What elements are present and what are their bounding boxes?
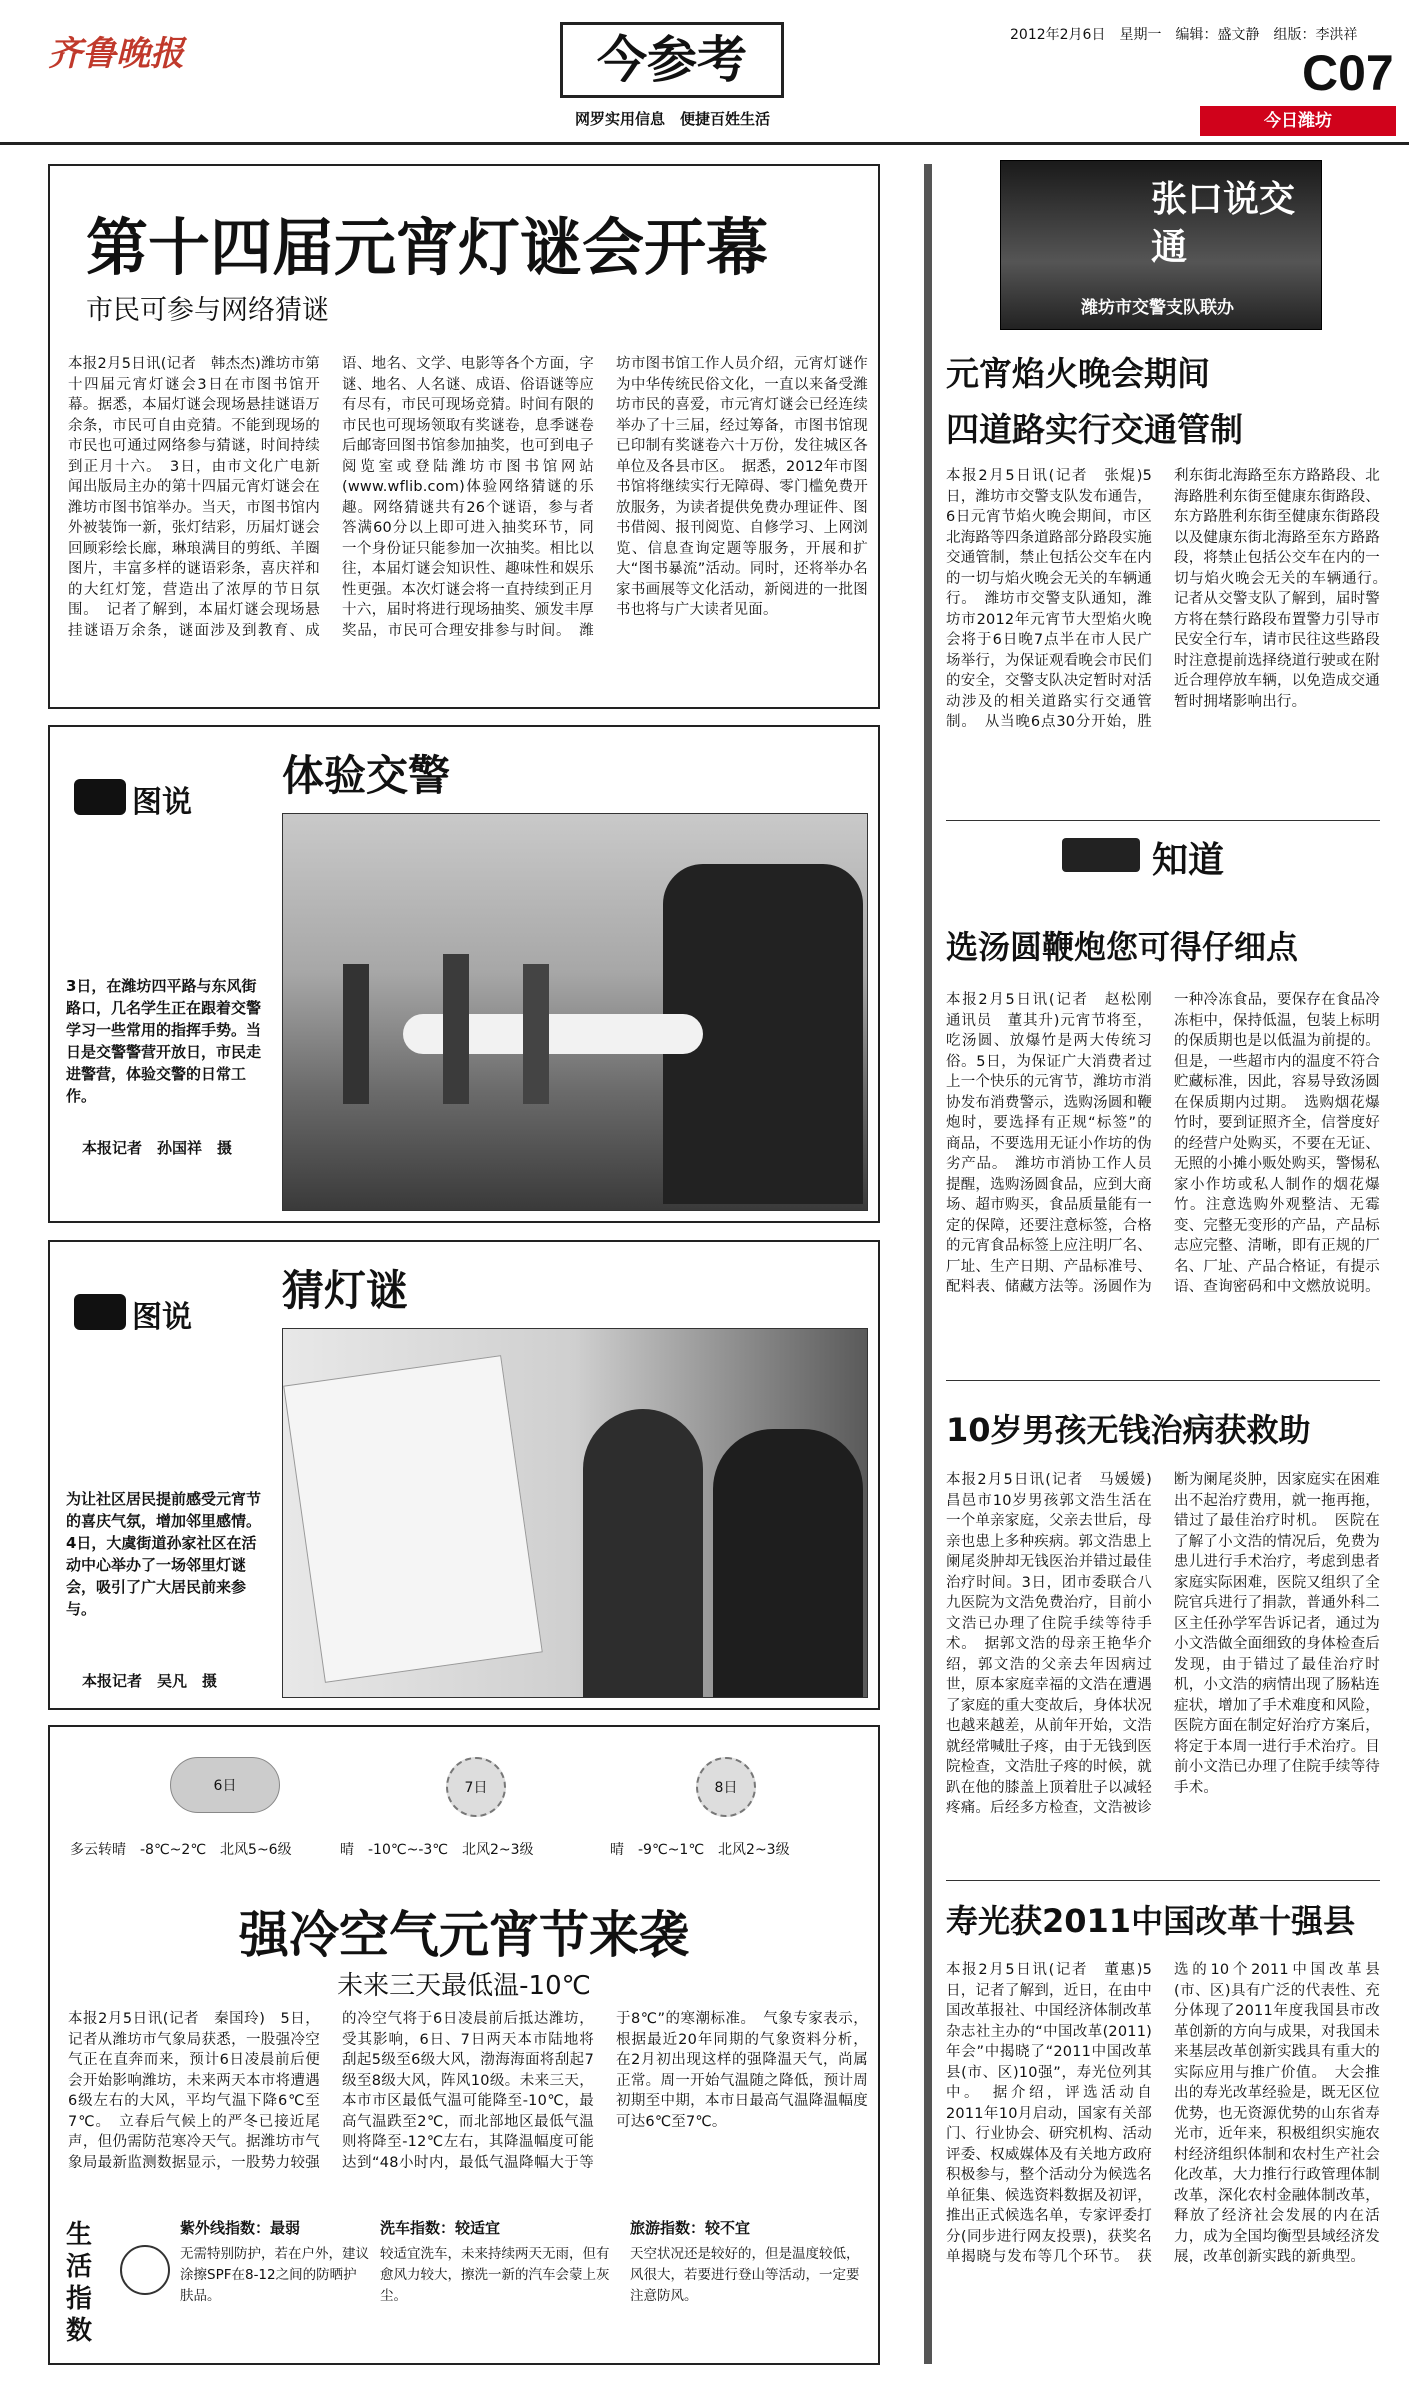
carwash-index-desc: 较适宜洗车，未来持续两天无雨，但有愈风力较大，擦洗一新的汽车会蒙上灰尘。 (380, 2246, 610, 2304)
shouguang-divider (946, 1880, 1380, 1881)
date-editor-line: 2012年2月6日 星期一 编辑：盛文静 组版：李洪祥 (1010, 27, 1358, 43)
zhidao-title: 选汤圆鞭炮您可得仔细点 (946, 928, 1299, 966)
travel-index-desc: 天空状况还是较好的，但是温度较低，风很大，若要进行登山等活动，一定要注意防风。 (630, 2246, 860, 2304)
newspaper-logo: 齐鲁晚报 (48, 34, 184, 74)
weather-day2-text: 晴 -10℃~-3℃ 北风2~3级 (340, 1842, 534, 1858)
carwash-index-title: 洗车指数：较适宜 (380, 2219, 501, 2237)
photo-feature-traffic (48, 725, 880, 1223)
traffic-banner (1000, 160, 1322, 330)
header-rule (0, 142, 1409, 145)
section-masthead: 今参考 (560, 22, 784, 98)
page-number: C07 (1302, 45, 1394, 101)
column-divider (924, 164, 932, 2364)
photo1-tag: 图说 (132, 785, 192, 820)
weather-day2 (340, 1757, 600, 1859)
traffic-banner-sub: 潍坊市交警支队联办 (1081, 298, 1234, 318)
shouguang-body: 本报2月5日讯(记者 董惠)5日，记者了解到，近日，在由中国改革报社、中国经济体制改革杂志社主办的“中国改革(2011)年会”中揭晓了“2011中国改革县(市、区)10强”，寿光位列其中。 据介绍，评选活动自2011年10月启动，国家有关部门、行业协会、研究机构、活动评委、权威媒体及有关地方政府积极参与，整个活动分为候选名单征集、候选资料数据及初评，推出正式候选名单，专家评委打分(同步进行网友投票)，获奖名单揭晓与发布等几个环节。 获选的10个2011中国改革县(市、区)具有广泛的代表性、充分体现了2011年度我国县市改革创新的方向与成果，对我国未来基层改革创新实践具有重大的实际应用与推广价值。 大会推出的寿光改革经验是，既无区位优势，也无资源优势的山东省寿光市，近年来，积极组织实施农村经济组织体制和农村生产社会化改革，大力推行行政管理体制改革，深化农村金融体制改革，释放了经济社会发展的内在活力，成为全国均衡型县域经济发展，改革创新实践的新典型。 (946, 1962, 1380, 2265)
life-index-3 (630, 2217, 870, 2307)
traffic-title-1: 元宵焰火晚会期间 (946, 354, 1210, 393)
zhidao-label: 知道 (1152, 839, 1225, 881)
weather-day3 (610, 1757, 870, 1859)
lantern-body: 本报2月5日讯(记者 韩杰杰)潍坊市第十四届元宵灯谜会3日在市图书馆开幕。据悉，本届灯谜会现场悬挂谜语万余条，市民可自由竞猜。不能到现场的市民也可通过网络参与猜谜，时间持续到正月十六。 3日，由市文化广电新闻出版局主办的第十四届元宵灯谜会在潍坊市图书馆举办。当天，市图书馆内外被装饰一新，张灯结彩，历届灯谜会回顾彩绘长廊，琳琅满目的剪纸、羊圈图片，丰富多样的谜语彩条，喜庆祥和的大红灯笼，营造出了浓厚的节日氛围。 记者了解到，本届灯谜会现场悬挂谜语万余条，谜面涉及到教育、成语、地名、文学、电影等各个方面，字谜、地名、人名谜、成语、俗语谜等应有尽有，市民可现场竞猜。时间有限的市民也可现场领取有奖谜卷，息季谜卷后邮寄回图书馆参加抽奖，也可到电子阅览室或登陆潍坊市图书馆网站(www.wflib.com)体验网络猜谜的乐趣。网络猜谜共有26个谜语，参与者答满60分以上即可进入抽奖环节，同一个身份证只能参加一次抽奖。相比以往，本届灯谜会知识性、趣味性和娱乐性更强。本次灯谜会将一直持续到正月十六，届时将进行现场抽奖、颁发丰厚奖品，市民可合理安排参与时间。 潍坊市图书馆工作人员介绍，元宵灯谜作为中华传统民俗文化，一直以来备受潍坊市民的喜爱，市元宵灯谜会已经连续举办了十三届，经过筹备，市图书馆现已印制有奖谜卷六十万份，发往城区各单位及各县市区。 据悉，2012年市图书馆将继续实行无障碍、零门槛免费开放服务，为读者提供免费办理证件、图书借阅、报刊阅览、自修学习、上网浏览、信息查询定题等服务，开展和扩大“图书暴流”活动。同时，还将举办名家书画展等文化活动，新阅进的一批图书也将与广大读者见面。 (68, 356, 868, 639)
sun-icon: 7日 (446, 1757, 506, 1817)
section-label: 今日潍坊 (1200, 106, 1396, 136)
usb-icon (1062, 838, 1140, 872)
shouguang-title: 寿光获2011中国改革十强县 (946, 1902, 1356, 1940)
traffic-banner-title: 张口说交通 (1151, 178, 1296, 268)
boy-body: 本报2月5日讯(记者 马媛媛)昌邑市10岁男孩郭文浩生活在一个单亲家庭，父亲去世后，母亲也患上多种疾病。郭文浩患上阑尾炎肿却无钱医治并错过最佳治疗时间。3日，团市委联合八九医院为文浩免费治疗，目前小文浩已办理了住院手续等待手术。 据郭文浩的母亲王艳华介绍，郭文浩的父亲去年因病过世，原本家庭幸福的文浩在遭遇了家庭的重大变故后，身体状况也越来越差，从前年开始，文浩就经常喊肚子疼，由于无钱到医院检查，文浩肚子疼的时候，就趴在他的膝盖上顶着肚子以减轻疼痛。后经多方检查，文浩被诊断为阑尾炎肿，因家庭实在困难出不起治疗费用，就一拖再拖，错过了最佳治疗时机。 医院在了解了小文浩的情况后，免费为患儿进行手术治疗，考虑到患者家庭实际困难，医院又组织了全院官兵进行了捐款，普通外科二区主任孙学军告诉记者，通过为小文浩做全面细致的身体检查后发现，由于错过了最佳治疗时机，小文浩的病情出现了肠粘连症状，增加了手术难度和风险，医院方面在制定好治疗方案后，将定于本周一进行手术治疗。目前小文浩已办理了住院手续等待手术。 (946, 1472, 1380, 1816)
weather-day1-text: 多云转晴 -8℃~2℃ 北风5~6级 (70, 1842, 292, 1858)
weather-day1 (70, 1757, 330, 1859)
travel-index-title: 旅游指数：较不宜 (630, 2219, 751, 2237)
weather-article (48, 1725, 880, 2365)
lantern-title: 第十四届元宵灯谜会开幕 (86, 211, 769, 284)
photo-feature-riddle (48, 1240, 880, 1710)
photo2-tag: 图说 (132, 1300, 192, 1335)
tushuo-icon (74, 1294, 126, 1330)
traffic-title-2: 四道路实行交通管制 (946, 410, 1243, 449)
weather-title: 强冷空气元宵节来袭 (239, 1905, 689, 1964)
cloud-sun-icon: 6日 (170, 1757, 280, 1813)
photo2-title: 猜灯谜 (282, 1266, 409, 1315)
weather-day3-text: 晴 -9℃~1℃ 北风2~3级 (610, 1842, 790, 1858)
photo2-image (282, 1328, 868, 1698)
sun-icon: 8日 (696, 1757, 756, 1817)
zhidao-divider (946, 820, 1380, 821)
life-index-2 (380, 2217, 620, 2307)
weather-body: 本报2月5日讯(记者 秦国玲) 5日，记者从潍坊市气象局获悉，一股强冷空气正在直奔而来，预计6日凌晨前后便会开始影响潍坊，未来两天本市将遭遇6级左右的大风，平均气温下降6℃至7℃。 立春后气候上的严冬已接近尾声，但仍需防范寒冷天气。据潍坊市气象局最新监测数据显示，一股势力较强的冷空气将于6日凌晨前后抵达潍坊，受其影响，6日、7日两天本市陆地将刮起5级至6级大风，渤海海面将刮起7级至8级大风，阵风10级。未来三天，本市市区最低气温可能降至-10℃，最高气温跌至2℃，而北部地区最低气温则将降至-12℃左右，其降温幅度可能达到“48小时内，最低气温降幅大于等于8℃”的寒潮标准。 气象专家表示，根据最近20年同期的气象资料分析，在2月初出现这样的强降温天气，尚属正常。周一开始气温随之降低，预计周初期至中期，本市日最高气温降温幅度可达6℃至7℃。 (68, 2011, 868, 2171)
zhidao-body: 本报2月5日讯(记者 赵松刚 通讯员 董其升)元宵节将至，吃汤圆、放爆竹是两大传统习俗。5日，为保证广大消费者过上一个快乐的元宵节，潍坊市消协发布消费警示，选购汤圆和鞭炮时，要选择有正规“标签”的商品，不要选用无证小作坊的伪劣产品。 潍坊市消协工作人员提醒，选购汤圆食品，应到大商场、超市购买，食品质量能有一定的保障，还要注意标签，合格的元宵食品标签上应注明厂名、厂址、生产日期、产品标准号、配料表、储藏方法等。汤圆作为一种冷冻食品，要保存在食品冷冻柜中，保持低温，包装上标明的保质期也是以低温为前提的。但是，一些超市内的温度不符合贮藏标准，因此，容易导致汤圆在保质期内过期。 选购烟花爆竹时，要到证照齐全，信誉度好的经营户处购买，不要在无证、无照的小摊小贩处购买，警惕私家小作坊或私人制作的烟花爆竹。注意选购外观整洁、无霉变、完整无变形的产品，产品标志应完整、清晰，即有正规的厂名、厂址、产品合格证，有提示语、查询密码和中文燃放说明。 (946, 992, 1380, 1295)
lantern-subtitle: 市民可参与网络猜谜 (86, 295, 329, 326)
uv-index-title: 紫外线指数：最弱 (180, 2219, 301, 2237)
photo2-credit: 本报记者 吴凡 摄 (82, 1672, 218, 1690)
traffic-body: 本报2月5日讯(记者 张焜)5日，潍坊市交警支队发布通告，6日元宵节焰火晚会期间，市区北海路等四条道路部分路段实施交通管制，禁止包括公交车在内的一切与焰火晚会无关的车辆通行。 潍坊市交警支队通知，潍坊市2012年元宵节大型焰火晚会将于6日晚7点半在市人民广场举行，为保证观看晚会市民们的安全，交警支队决定暂时对活动涉及的相关道路实行交通管制。 从当晚6点30分开始，胜利东街北海路至东方路路段、北海路胜利东街至健康东街路段、东方路胜利东街至健康东街路段以及健康东街北海路至东方路路段，将禁止包括公交车在内的一切与焰火晚会无关的车辆通行。 记者从交警支队了解到，届时警方将在禁行路段布置警力引导市民安全行车，请市民往这些路段时注意提前选择绕道行驶或在附近合理停放车辆，以免造成交通暂时拥堵影响出行。 (946, 468, 1395, 730)
photo1-credit: 本报记者 孙国祥 摄 (82, 1139, 233, 1157)
photo2-caption: 为让社区居民提前感受元宵节的喜庆气氛，增加邻里感情。4日，大虞街道孙家社区在活动中心举办了一场邻里灯谜会，吸引了广大居民前来参与。 (66, 1490, 262, 1618)
boy-divider (946, 1380, 1380, 1381)
photo1-title: 体验交警 (282, 751, 451, 800)
life-index-label: 生活指数 (66, 2220, 93, 2346)
tushuo-icon (74, 779, 126, 815)
life-index-1 (120, 2217, 370, 2307)
uv-index-desc: 无需特别防护，若在户外，建议涂擦SPF在8-12之间的防晒护肤品。 (180, 2246, 369, 2304)
masthead-slogan: 网罗实用信息 便捷百姓生活 (574, 110, 770, 128)
boy-title: 10岁男孩无钱治病获救助 (946, 1411, 1311, 1449)
photo1-image (282, 813, 868, 1211)
photo1-caption: 3日，在潍坊四平路与东风街路口，几名学生正在跟着交警学习一些常用的指挥手势。当日是交警警营开放日，市民走进警营，体验交警的日常工作。 (66, 977, 262, 1105)
weather-subtitle: 未来三天最低温-10℃ (337, 1971, 591, 2001)
lantern-article (48, 164, 880, 709)
umbrella-icon (120, 2245, 170, 2295)
